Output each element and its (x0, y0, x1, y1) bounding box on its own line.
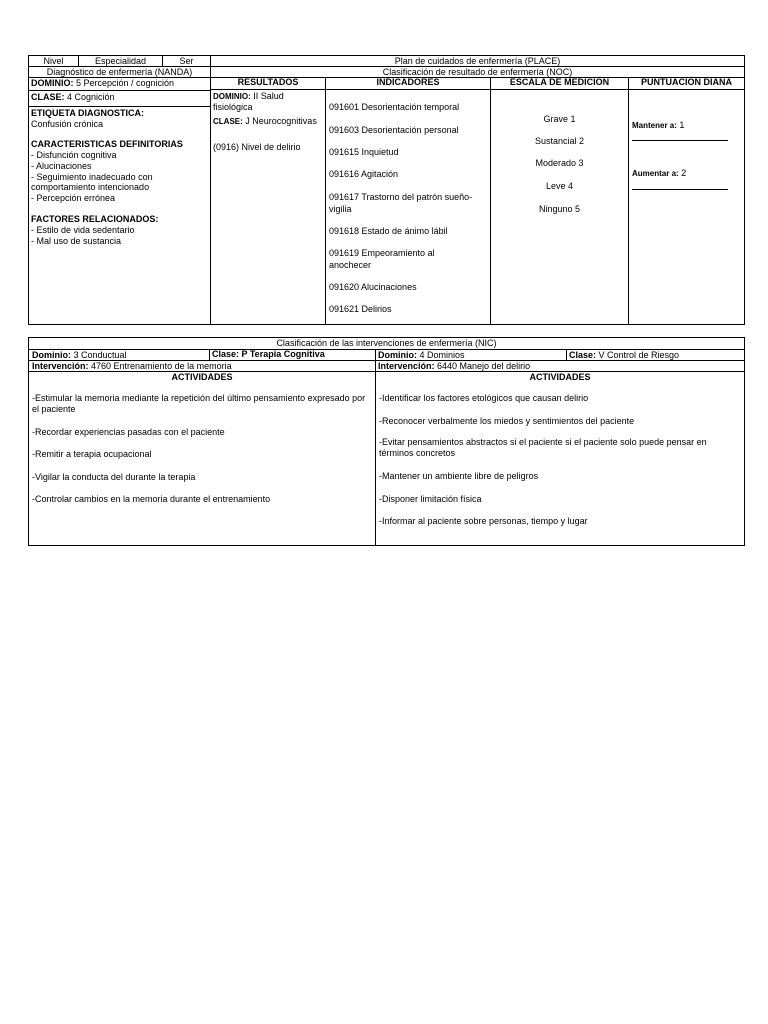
especialidad-label: Especialidad (94, 56, 147, 66)
nanda-dominio: DOMINIO: 5 Percepción / cognición (31, 78, 175, 88)
list-item: - Percepción errónea (31, 193, 116, 204)
nic-title: Clasificación de las intervenciones de enfermería (NIC) (276, 338, 497, 348)
nic-right-actividad: -Disponer limitación física (379, 494, 482, 504)
noc-dominio: DOMINIO: II Salud fisiológica (213, 91, 284, 112)
nic-right-actividad: -Reconocer verbalmente los miedos y sentimientos del paciente (379, 416, 635, 426)
nic-right-clase: Clase: V Control de Riesgo (569, 350, 680, 360)
aumentar: Aumentar a: 2 (632, 168, 687, 178)
nic-right-actividad: -Mantener un ambiente libre de peligros (379, 471, 539, 481)
caracteristicas-label: CARACTERISTICAS DEFINITORIAS (31, 139, 183, 149)
list-item: - Mal uso de sustancia (31, 235, 122, 246)
col-puntuacion: PUNTUACIÓN DIANA (641, 77, 732, 87)
col-resultados: RESULTADOS (237, 77, 299, 87)
mantener: Mantener a: 1 (632, 120, 685, 130)
col-indicadores: INDICADORES (376, 77, 440, 87)
list-item: - Estilo de vida sedentario (31, 225, 135, 235)
nanda-clase: CLASE: 4 Cognición (31, 92, 115, 102)
indicador-item: 091617 Trastorno del patrón sueño-vigilia (329, 192, 473, 215)
nic-left-actividad: -Estimular la memoria mediante la repetición del último pensamiento expresado por el paciente (32, 393, 366, 414)
list-item: - Alucinaciones (31, 160, 92, 171)
list-item: - Disfunción cognitiva (31, 150, 117, 160)
etiqueta-label: ETIQUETA DIAGNOSTICA: (31, 108, 144, 118)
factores-list (31, 225, 207, 247)
noc-title: Clasificación de resultado de enfermería (NOC) (382, 67, 573, 77)
nic-left-dominio: Dominio: 3 Conductual (32, 350, 127, 360)
nic-right-actividad: -Evitar pensamientos abstractos si el paciente si el paciente solo puede pensar en términos concretos (379, 437, 707, 458)
indicador-item: 091619 Empeoramiento al anochecer (329, 248, 435, 270)
nic-right-dominio: Dominio: 4 Dominios (378, 350, 465, 360)
escala-item: Sustancial 2 (534, 136, 585, 146)
nic-left-actividad: -Remitir a terapia ocupacional (32, 449, 152, 459)
nic-right-actividad: -Informar al paciente sobre personas, tiempo y lugar (379, 516, 588, 526)
nic-right-actividades-label: ACTIVIDADES (529, 372, 591, 382)
nic-left-intervencion: Intervención: 4760 Entrenamiento de la memoria (32, 361, 232, 371)
plan-title: Plan de cuidados de enfermería (PLACE) (394, 56, 561, 66)
nivel-label: Nivel (43, 56, 64, 66)
indicador-item: 091620 Alucinaciones (329, 282, 417, 292)
noc-resultado: (0916) Nivel de delirio (213, 142, 301, 152)
nic-left-actividad: -Vigilar la conducta del durante la terapia (32, 472, 196, 482)
nic-left-actividad: -Controlar cambios en la memoria durante el entrenamiento (32, 494, 271, 504)
nic-left-clase: Clase: P Terapia Cognitiva (212, 349, 325, 359)
nic-left-actividades-label: ACTIVIDADES (171, 372, 233, 382)
ser-label: Ser (179, 56, 194, 66)
indicador-item: 091615 Inquietud (329, 147, 399, 157)
nic-right-intervencion: Intervención: 6440 Manejo del delirio (378, 361, 531, 371)
caracteristicas-list (31, 150, 207, 204)
escala-item: Ninguno 5 (538, 204, 581, 214)
indicador-item: 091601 Desorientación temporal (329, 102, 460, 112)
escala-item: Leve 4 (545, 181, 574, 191)
noc-clase: CLASE: J Neurocognitivas (213, 116, 317, 126)
list-item: - Seguimiento inadecuado con comportamiento intencionado (31, 171, 153, 193)
nic-right-actividad: -Identificar los factores etológicos que causan delirio (379, 393, 589, 403)
indicador-item: 091618 Estado de ánimo lábil (329, 226, 448, 236)
escala-item: Grave 1 (543, 114, 576, 124)
indicador-item: 091621 Delirios (329, 304, 392, 314)
col-escala: ESCALA DE MEDICIÓN (509, 77, 610, 87)
indicador-item: 091603 Desorientación personal (329, 125, 459, 135)
nanda-title: Diagnóstico de enfermería (NANDA) (46, 67, 193, 77)
nic-left-actividad: -Recordar experiencias pasadas con el paciente (32, 427, 225, 437)
escala-item: Moderado 3 (535, 158, 584, 168)
indicador-item: 091616 Agitación (329, 169, 399, 179)
etiqueta-value: Confusión crónica (31, 119, 104, 129)
factores-label: FACTORES RELACIONADOS: (31, 214, 159, 224)
